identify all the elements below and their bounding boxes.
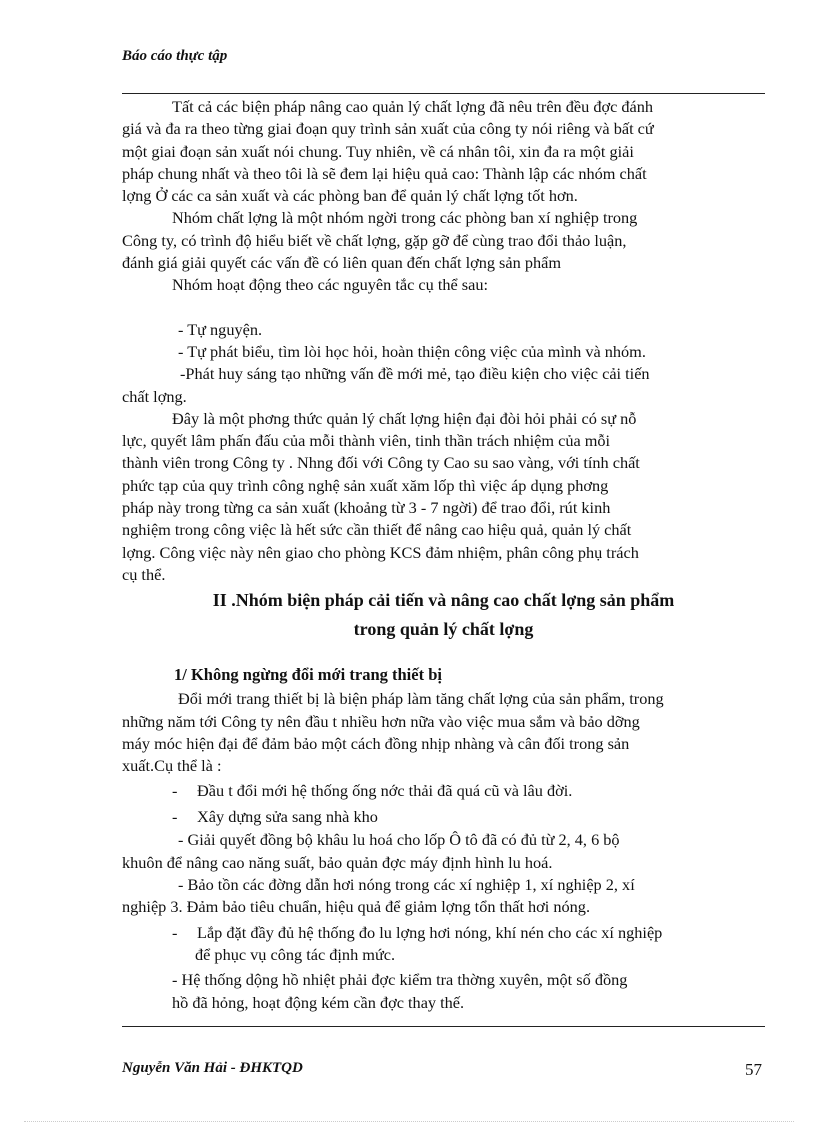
section-title-line: II .Nhóm biện pháp cải tiến và nâng cao chất lợng sản phẩm (212, 590, 675, 611)
text-line: pháp này trong từng ca sản xuất (khoảng từ 3 - 7 ngời) để trao đổi, rút kinh (122, 498, 611, 518)
text-line: - Hệ thống dộng hồ nhiệt phải đợc kiểm tra thờng xuyên, một số đồng (172, 970, 628, 990)
list-item-3 (122, 829, 765, 874)
text-line: để phục vụ công tác định mức. (195, 944, 396, 964)
text-line: hồ đã hỏng, hoạt động kém cần đợc thay thế. (172, 992, 465, 1012)
bullet-dash: - (172, 781, 178, 801)
document-body (122, 96, 765, 1014)
text-line: đánh giá giải quyết các vấn đề có liên quan đến chất lợng sản phẩm (122, 253, 562, 273)
list-item: - Tự nguyện. (178, 319, 263, 339)
paragraph-3: Nhóm hoạt động theo các nguyên tắc cụ thể sau: (172, 275, 489, 295)
bullet-item (122, 777, 765, 803)
bullet-dash: - (172, 807, 178, 827)
header-title: Báo cáo thực tập (122, 48, 228, 64)
text-line: pháp chung nhất và theo tôi là sẽ đem lại hiệu quả cao: Thành lập các nhóm chất (122, 163, 647, 183)
text-line: máy móc hiện đại để đảm bảo một cách đồng nhịp nhàng và cân đối trong sản (122, 733, 630, 753)
section-title (122, 586, 765, 644)
text-line: - Bảo tồn các đờng dẫn hơi nóng trong các xí nghiệp 1, xí nghiệp 2, xí (178, 875, 635, 895)
bullet-text: Đầu t đổi mới hệ thống ống nớc thải đã quá cũ và lâu đời. (197, 781, 573, 801)
subsection-title: 1/ Không ngừng đổi mới trang thiết bị (174, 665, 442, 685)
header-rule (122, 93, 765, 94)
list-item: -Phát huy sáng tạo những vấn đề mới mẻ, tạo điều kiện cho việc cải tiến (180, 364, 650, 384)
bullet-item-5 (122, 922, 765, 967)
bullet-text: Xây dựng sửa sang nhà kho (197, 807, 378, 827)
bullet-item (122, 803, 765, 829)
paragraph-2 (122, 207, 765, 274)
paragraph-4 (122, 408, 765, 586)
text-line: Nhóm chất lợng là một nhóm ngời trong các phòng ban xí nghiệp trong (172, 208, 638, 228)
text-line: lợng. Công việc này nên giao cho phòng KCS đảm nhiệm, phân công phụ trách (122, 542, 639, 562)
text-line: lực, quyết lâm phấn đấu của mỗi thành viên, tinh thần trách nhiệm của mỗi (122, 431, 611, 451)
text-line: lợng Ở các ca sản xuất và các phòng ban để quản lý chất lợng tốt hơn. (122, 186, 578, 206)
footer-author: Nguyễn Văn Hải - ĐHKTQD (122, 1060, 303, 1076)
section-title-line: trong quản lý chất lợng (353, 619, 534, 640)
list-item-4 (122, 874, 765, 919)
list-item: chất lợng. (122, 386, 187, 406)
text-line: những năm tới Công ty nên đầu t nhiều hơn nữa vào việc mua sắm và bảo dỡng (122, 711, 640, 731)
text-line: khuôn để nâng cao năng suất, bảo quản đợc máy định hình lu hoá. (122, 852, 553, 872)
spacer (122, 297, 765, 319)
list-item-6 (122, 969, 765, 1014)
text-line: nghiệm trong công việc là hết sức cần thiết để nâng cao hiệu quả, quản lý chất (122, 520, 632, 540)
text-line: một giai đoạn sản xuất nói chung. Tuy nhiên, về cá nhân tôi, xin đa ra một giải (122, 141, 634, 161)
page-edge (24, 1121, 794, 1122)
footer-rule (122, 1026, 765, 1027)
bullet-dash: - (172, 922, 178, 942)
text-line: Công ty, có trình độ hiểu biết về chất lợng, gặp gỡ để cùng trao đổi thảo luận, (122, 230, 627, 250)
bullet-text: Lắp đặt đầy đủ hệ thống đo lu lợng hơi nóng, khí nén cho các xí nghiệp (197, 922, 663, 942)
subsection-intro (122, 688, 765, 777)
paragraph-1 (122, 96, 765, 207)
text-line (122, 922, 765, 944)
text-line: phức tạp của quy trình công nghệ sản xuất xăm lốp thì việc áp dụng phơng (122, 475, 609, 495)
text-line: Đây là một phơng thức quản lý chất lợng hiện đại đòi hỏi phải có sự nỗ (172, 408, 637, 428)
text-line: xuất.Cụ thể là : (122, 756, 222, 776)
text-line: thành viên trong Công ty . Nhng đối với Công ty Cao su sao vàng, với tính chất (122, 453, 640, 473)
list-item: - Tự phát biểu, tìm lòi học hỏi, hoàn thiện công việc của mình và nhóm. (178, 341, 646, 361)
page-number: 57 (745, 1060, 762, 1079)
principles-list (122, 319, 765, 408)
text-line: - Giải quyết đồng bộ khâu lu hoá cho lốp Ô tô đã có đủ từ 2, 4, 6 bộ (178, 830, 620, 850)
spacer (122, 644, 765, 662)
text-line: cụ thể. (122, 564, 166, 584)
text-line: nghiệp 3. Đảm bảo tiêu chuẩn, hiệu quả để giảm lợng tổn thất hơi nóng. (122, 897, 591, 917)
text-line: Đổi mới trang thiết bị là biện pháp làm tăng chất lợng của sản phẩm, trong (178, 689, 664, 709)
text-line: Tất cả các biện pháp nâng cao quản lý chất lợng đã nêu trên đều đợc đánh (172, 97, 654, 116)
text-line: giá và đa ra theo từng giai đoạn quy trình sản xuất của công ty nói riêng và bất cứ (122, 119, 654, 139)
